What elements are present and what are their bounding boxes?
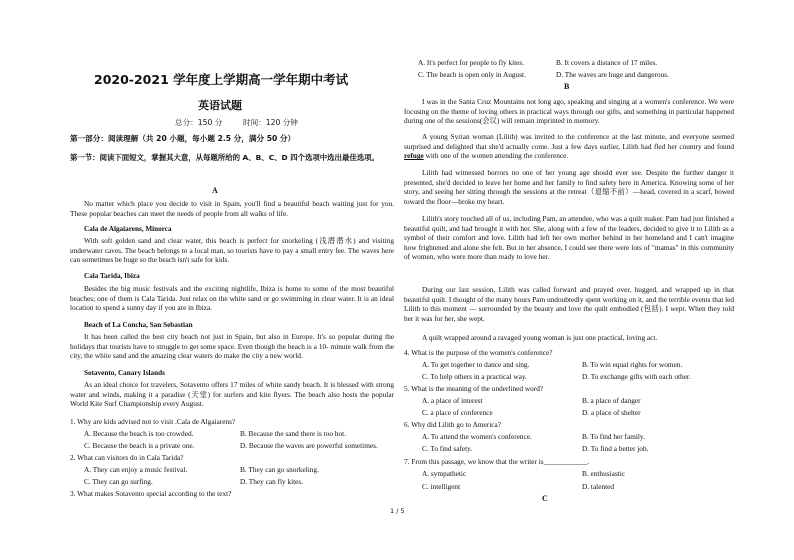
part-one-heading: 第一部分：阅读理解（共 20 小题，每小题 2.5 分，满分 50 分） bbox=[70, 134, 296, 143]
q3-option-d[interactable]: D. The waves are huge and dangerous. bbox=[556, 70, 669, 79]
passage-b-paragraph-1: I was in the Santa Cruz Mountains not long ago, speaking and singing at a women's conference. We were focusing on the theme of loving others in practical ways through our gifts, and something in particular happened during one of the sessions(会议) will remain imprinted in memory. bbox=[404, 97, 734, 126]
q3-option-a[interactable]: A. It's perfect for people to fly kites. bbox=[418, 58, 525, 67]
q3-option-c[interactable]: C. The beach is open only in August. bbox=[418, 70, 526, 79]
q7-option-b[interactable]: B. enthusiastic bbox=[582, 469, 625, 478]
q1-option-a[interactable]: A. Because the beach is too crowded. bbox=[84, 429, 194, 438]
q1-option-d[interactable]: D. Because the waves are powerful sometimes. bbox=[240, 441, 378, 450]
total-score: 总分：150 分 bbox=[175, 118, 223, 127]
q4-option-b[interactable]: B. To win equal rights for women. bbox=[582, 360, 683, 369]
passage-b-paragraph-2 bbox=[404, 132, 734, 161]
question-2: 2. What can visitors do in Cala Tarida? bbox=[70, 453, 184, 462]
q4-option-c[interactable]: C. To help others in a practical way. bbox=[422, 372, 527, 381]
question-7: 7. From this passage, we know that the writer is____________. bbox=[404, 457, 590, 466]
passage-b-paragraph-3: Lilith had witnessed horrors no one of her young age should ever see. Despite the further danger it presented, she'd decided to leave her home and her family to find safety here in America. Knowing some of her story, and seeing her sitting through the sessions at the retreat（退缩不前）—head, covered in a scarf, bowed toward the floor—broke my heart. bbox=[404, 168, 734, 206]
passage-b-paragraph-5: During our last session, Lilith was called forward and prayed over, hugged, and wrapped up in that beautiful quilt. I thought of the many hours Pam undoubtedly spent working on it, and the terrible events that led Lilith to this moment — surrounded by the beauty and love the quilt embodied (包括). I wept. When they told her it was for her, she wept. bbox=[404, 285, 734, 323]
question-4: 4. What is the purpose of the women's conference? bbox=[404, 348, 553, 357]
beach-paragraph-3: It has been called the best city beach not just in Spain, but also in Europe. It's so popular during the holidays that tourists have to struggle to get some space. Even though the beach is a 10- minute walk from the city, the white sand and the amazing clear waters do make the city a new world. bbox=[70, 332, 394, 361]
passage-b-paragraph-2-text: A young Syrian woman (Lilith) was invited to the conference at the last minute, and everyone seemed surprised and delighted that she'd actually come. Just a few days earlier, Lilith had fled her country and found bbox=[404, 132, 734, 151]
passage-c-label: C bbox=[542, 494, 548, 503]
exam-title: 2020-2021 学年度上学期高一学年期中考试 bbox=[94, 72, 349, 87]
passage-a-label: A bbox=[212, 186, 218, 195]
q1-option-c[interactable]: C. Because the beach is a private one. bbox=[84, 441, 195, 450]
beach-heading-4: Sotavento, Canary Islands bbox=[84, 369, 165, 377]
passage-b-paragraph-6: A quilt wrapped around a ravaged young woman is just one practical, loving act. bbox=[422, 333, 658, 342]
q6-option-c[interactable]: C. To find safety. bbox=[422, 444, 473, 453]
beach-heading-2: Cala Tarida, Ibiza bbox=[84, 272, 140, 280]
q5-option-a[interactable]: A. a place of interest bbox=[422, 396, 483, 405]
q2-option-b[interactable]: B. They can go snorkeling. bbox=[240, 465, 319, 474]
q7-option-a[interactable]: A. sympathetic bbox=[422, 469, 467, 478]
q3-option-b[interactable]: B. It covers a distance of 17 miles. bbox=[556, 58, 658, 67]
q5-option-d[interactable]: D. a place of shelter bbox=[582, 408, 641, 417]
question-1: 1. Why are kids advised not to visit .Cala de Algaiarens? bbox=[70, 417, 236, 426]
q5-option-c[interactable]: C. a place of conference bbox=[422, 408, 493, 417]
page-number: 1 / 5 bbox=[390, 507, 405, 515]
question-3: 3. What makes Sotavento special according to the text? bbox=[70, 489, 232, 498]
q6-option-a[interactable]: A. To attend the women's conference. bbox=[422, 432, 532, 441]
beach-paragraph-1: With soft golden sand and clear water, this beach is perfect for snorkeling (浅潜潜水) and visiting underwater caves. The beach belongs to a local man, so tourists have to pay a small entry fee. The waves here can sometimes be huge so the beach isn't safe for kids. bbox=[70, 236, 394, 265]
passage-b-label: B bbox=[564, 82, 570, 91]
q7-option-d[interactable]: D. talented bbox=[582, 482, 615, 491]
exam-time: 时间：120 分钟 bbox=[243, 118, 298, 127]
q6-option-b[interactable]: B. To find her family. bbox=[582, 432, 645, 441]
beach-paragraph-4: As an ideal choice for travelers, Sotavento offers 17 miles of white sandy beach. It is blessed with strong water and winds, making it a paradise (天堂) for surfers and kite flyers. The beach also hosts the popular World Kite Surf Championship every August. bbox=[70, 380, 394, 409]
q1-option-b[interactable]: B. Because the sand there is too hot. bbox=[240, 429, 346, 438]
q4-option-d[interactable]: D. To exchange gifts with each other. bbox=[582, 372, 691, 381]
beach-heading-1: Cala de Algaiarens, Minorca bbox=[84, 225, 172, 233]
q5-option-b[interactable]: B. a place of danger bbox=[582, 396, 641, 405]
passage-b-paragraph-2-end: with one of the women attending the conference. bbox=[425, 151, 569, 161]
underlined-word: refuge bbox=[404, 151, 424, 161]
beach-heading-3: Beach of La Concha, San Sebastian bbox=[84, 321, 193, 329]
beach-paragraph-2: Besides the big music festivals and the exciting nightlife, Ibiza is home to some of the most beautiful beaches; one of them is Cala Tarida. Just relax on the white sand or go swimming in clear water. It is an ideal location to spend a sunny day if you are in Ibiza. bbox=[70, 284, 394, 313]
section-one-instruction: 第一节：阅读下面短文，掌握其大意，从每题所给的 A、B、C、D 四个选项中选出最佳选项。 bbox=[70, 153, 379, 162]
q4-option-a[interactable]: A. To get together to dance and sing. bbox=[422, 360, 530, 369]
q7-option-c[interactable]: C. intelligent bbox=[422, 482, 461, 491]
subject-title: 英语试题 bbox=[198, 99, 242, 112]
q2-option-c[interactable]: C. They can go surfing. bbox=[84, 477, 153, 486]
passage-a-intro: No matter which place you decide to visit in Spain, you'll find a beautiful beach waiting just for you. These popular beaches can meet the needs of people from all walks of life. bbox=[70, 199, 394, 218]
question-6: 6. Why did Lilith go to America? bbox=[404, 420, 501, 429]
q2-option-d[interactable]: D. They can fly kites. bbox=[240, 477, 304, 486]
question-5: 5. What is the meaning of the underlined word? bbox=[404, 384, 544, 393]
q6-option-d[interactable]: D. To find a better job. bbox=[582, 444, 649, 453]
q2-option-a[interactable]: A. They can enjoy a music festival. bbox=[84, 465, 188, 474]
passage-b-paragraph-4: Lilith's story touched all of us, including Pam, an attendee, who was a quilt maker. Pam had just finished a beautiful quilt, and had brought it with her. She, along with a few of the leaders, decided to give it to Lilith as a symbol of their comfort and love. Lilith had left her own mother behind in her homeland and I can't imagine how frightened and alone she felt. But in her absence, I could see there were lots of "mamas" in this community of women, who were more than ready to love her. bbox=[404, 214, 734, 262]
